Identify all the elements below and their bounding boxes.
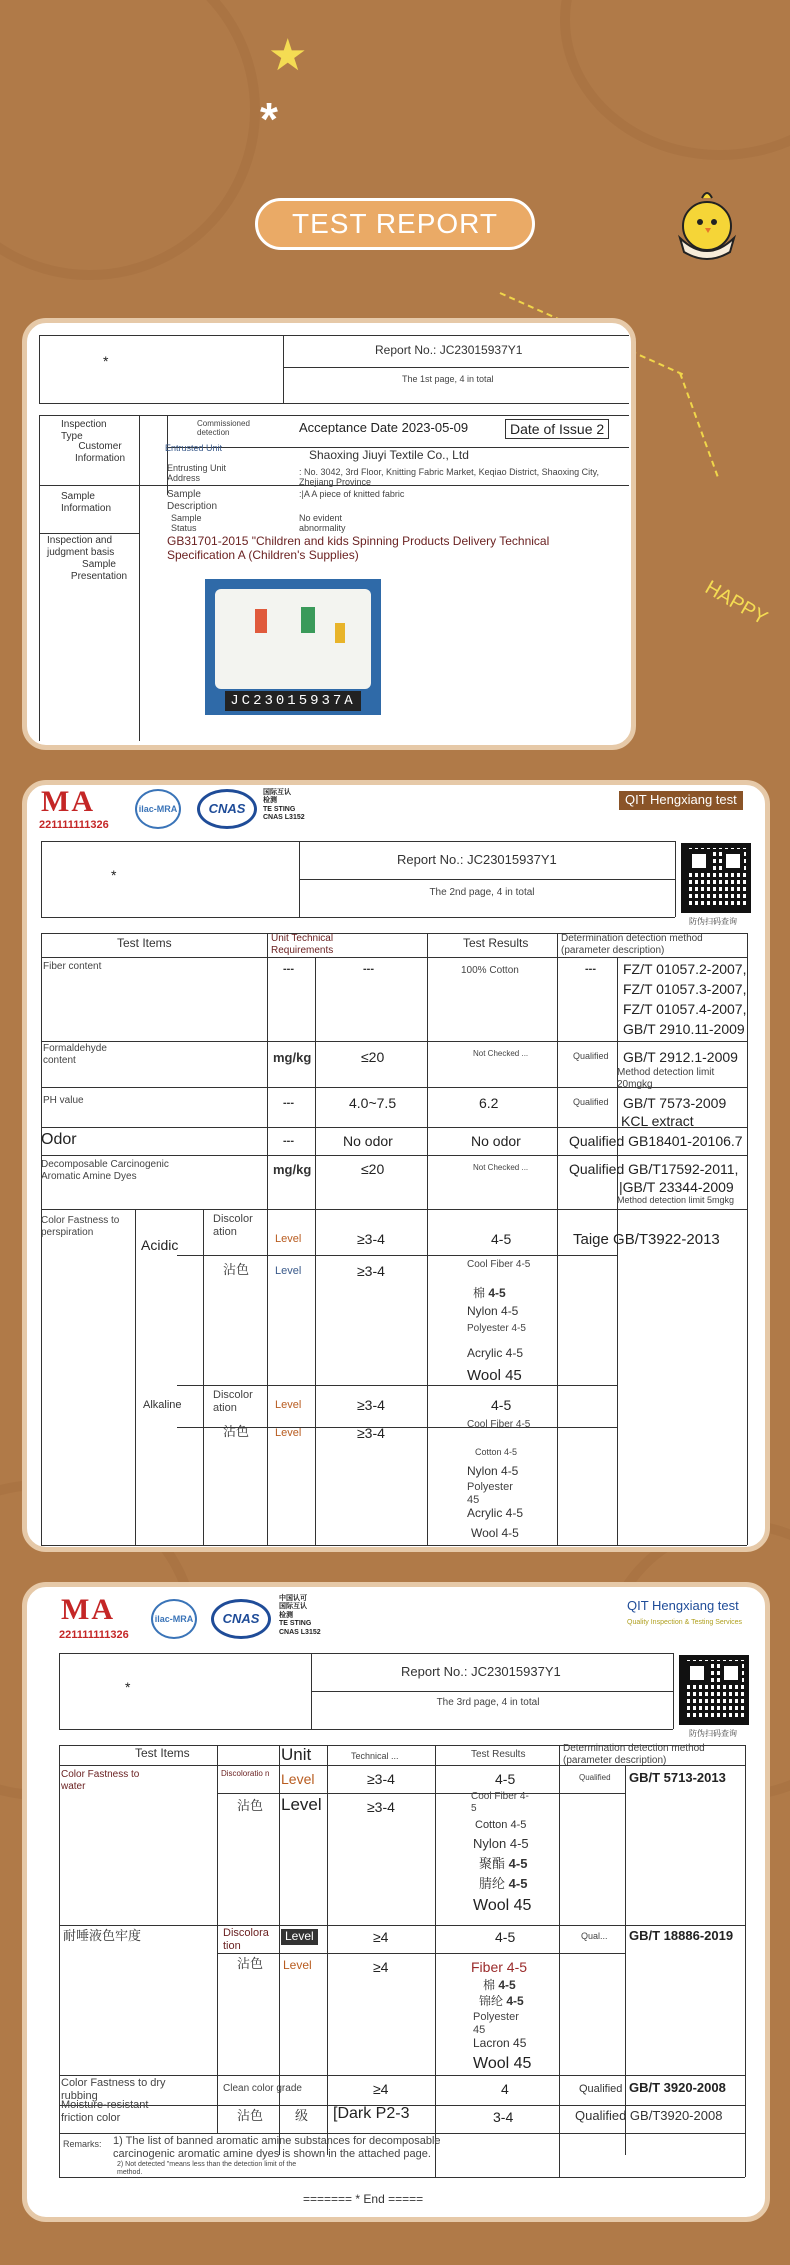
sample-status-value: No evident abnormality [299, 513, 346, 534]
row-amine: Decomposable Carcinogenic Aromatic Amine Dyes [41, 1159, 169, 1182]
ph-judge: Qualified [573, 1097, 609, 1107]
label-customer-info: Customer Information [74, 441, 126, 464]
saliva-stain: 沾色 [237, 1956, 264, 1971]
saliva-judge: Qual... [581, 1931, 608, 1941]
saliva-result: 4-5 [495, 1929, 516, 1945]
water-cotton: Cotton 4-5 [475, 1819, 527, 1831]
cnas-logo: CNAS [211, 1599, 271, 1639]
label-commissioned: Commissioned detection [197, 419, 250, 438]
sample-photo [205, 579, 381, 715]
moist-result: 3-4 [493, 2109, 514, 2125]
odor-unit: --- [283, 1135, 294, 1147]
amine-result: Not Checked ... [473, 1163, 529, 1172]
water-level: Level [281, 1771, 315, 1787]
row-formaldehyde: Formaldehyde content [43, 1043, 107, 1066]
moist-method: Qualified GB/T3920-2008 [575, 2108, 723, 2123]
ph-req: 4.0~7.5 [349, 1095, 397, 1111]
ma-logo: MA [61, 1593, 115, 1626]
saliva-nylon [479, 1995, 524, 2007]
fiber-unit: --- [283, 963, 294, 975]
saliva-req: ≥4 [373, 1929, 389, 1945]
header-test-items: Test Items [135, 1746, 190, 1760]
label-entrusting-address: Entrusting Unit Address [167, 463, 227, 484]
report-number: Report No.: JC23015937Y1 [397, 852, 557, 867]
mark: * [125, 1679, 131, 1695]
water-discoloration: Discoloratio n [221, 1769, 270, 1778]
form-method-2: Method detection limit 20mgkg [617, 1067, 715, 1090]
inspection-standard: GB31701-2015 "Children and kids Spinning Products Delivery Technical Specification A (Children's Supplies) [167, 534, 550, 562]
acidic-wool: Wool 45 [467, 1367, 522, 1384]
fiber-judge: --- [585, 963, 596, 975]
acidic-stain-req: ≥3-4 [357, 1263, 385, 1279]
acidic-result: 4-5 [491, 1231, 512, 1247]
page-info: The 1st page, 4 in total [402, 374, 494, 384]
saliva-wool: Wool 45 [473, 2055, 532, 2072]
fiber-method-3: FZ/T 01057.4-2007, [623, 1001, 747, 1017]
amine-method-3: Method detection limit 5mgkg [617, 1195, 735, 1205]
saliva-level: Level [281, 1929, 318, 1945]
company-tagline: Quality Inspection & Testing Services [627, 1619, 743, 1626]
row-saliva: 耐唾液色牢度 [63, 1928, 142, 1943]
qr-code[interactable] [679, 1655, 749, 1725]
row-moist: Moisture-resistant friction color [61, 2099, 149, 2124]
amine-method-1: Qualified GB/T17592-2011, [569, 1161, 739, 1177]
label-basis: Inspection and judgment basis [47, 535, 115, 558]
mark: * [103, 353, 109, 369]
acidic-req: ≥3-4 [357, 1231, 385, 1247]
fiber-req: --- [363, 963, 374, 975]
alkaline-cool-fiber: Cool Fiber 4-5 [467, 1419, 531, 1430]
saliva-polyester: Polyester 45 [473, 2011, 519, 2035]
saliva-fiber: Fiber 4-5 [471, 1959, 528, 1975]
entrusted-company: Shaoxing Jiuyi Textile Co., Ltd [309, 448, 469, 462]
ph-result: 6.2 [479, 1095, 499, 1111]
label-inspection-type: Inspection Type [61, 419, 107, 442]
row-water: Color Fastness to water [61, 1769, 140, 1792]
odor-method: Qualified GB18401-20106.7 [569, 1133, 743, 1149]
form-result: Not Checked ... [473, 1049, 529, 1058]
remark-2: 2) Not detected "means less than the detection limit of the method. [117, 2161, 297, 2177]
fiber-method-2: FZ/T 01057.3-2007, [623, 981, 747, 997]
polyester-cn: 聚酯 [479, 1856, 506, 1871]
qr-caption: 防伪扫码查询 [689, 1729, 737, 1738]
water-stain-level: Level [281, 1795, 322, 1814]
header-results: Test Results [471, 1749, 526, 1760]
moist-dark: [Dark P2-3 [333, 2105, 410, 2122]
page-info: The 2nd page, 4 in total [429, 887, 535, 898]
saliva-stain-req: ≥4 [373, 1959, 389, 1975]
ilac-logo: ilac-MRA [151, 1599, 197, 1639]
row-odor: Odor [41, 1131, 77, 1148]
company-name: QIT Hengxiang test [627, 1598, 739, 1613]
polyester-result: 4-5 [508, 1856, 528, 1871]
happy-text: HAPPY [701, 576, 772, 630]
rub-method: GB/T 3920-2008 [629, 2080, 726, 2095]
water-nylon: Nylon 4-5 [473, 1836, 529, 1851]
header-unit-tech: Unit Technical Requirements [271, 933, 334, 956]
mark: * [111, 867, 117, 883]
form-method-1: GB/T 2912.1-2009 [623, 1049, 738, 1065]
label-presentation: Sample Presentation [70, 559, 128, 582]
acidic-polyester: Polyester 4-5 [467, 1323, 526, 1334]
alkaline-discolor: Discolor ation [213, 1389, 253, 1414]
report-page-2 [22, 780, 770, 1552]
header-technical: Technical ... [351, 1751, 399, 1761]
cnas-text: 国际互认 检测 TE STING CNAS L3152 [263, 789, 305, 822]
alkaline-polyester: Polyester 45 [467, 1481, 513, 1506]
label-sample-info: Sample Information [61, 491, 112, 514]
date-of-issue: Date of Issue 2 [505, 419, 609, 439]
page-info: The 3rd page, 4 in total [436, 1697, 540, 1708]
fiber-method-1: FZ/T 01057.2-2007, [623, 961, 747, 977]
acidic-level: Level [275, 1233, 302, 1245]
background-swirl [560, 0, 790, 160]
header-test-items: Test Items [117, 936, 172, 950]
saliva-cotton [483, 1979, 516, 1993]
sample-tag: JC23015937A [225, 691, 361, 711]
ma-logo: MA [41, 785, 95, 818]
rub-clean: Clean color grade [223, 2083, 302, 2094]
cotton-cn: 棉 [473, 1286, 486, 1300]
report-page-1 [22, 318, 636, 750]
water-cool-fiber: Cool Fiber 4-5 [471, 1791, 529, 1814]
nylon-cn: 锦纶 [479, 1995, 504, 2007]
report-number: Report No.: JC23015937Y1 [401, 1664, 561, 1679]
moist-grade: 级 [295, 2108, 309, 2123]
acidic-stain-level: Level [275, 1265, 302, 1277]
star-icon: ★ [268, 31, 308, 80]
alkaline-req: ≥3-4 [357, 1397, 385, 1413]
rub-result: 4 [501, 2081, 509, 2097]
alkaline-stain-level: Level [275, 1427, 302, 1439]
ph-method-1: GB/T 7573-2009 [623, 1095, 727, 1111]
cnas-text: 中国认可 国际互认 检测 TE STING CNAS L3152 [279, 1595, 321, 1636]
acidic-stain: 沾色 [223, 1262, 250, 1277]
saliva-discoloration: Discolora tion [223, 1927, 269, 1952]
ph-unit: --- [283, 1097, 294, 1109]
amine-req: ≤20 [361, 1161, 385, 1177]
header-results: Test Results [463, 936, 529, 950]
qr-code[interactable] [681, 843, 751, 913]
background-swirl [0, 0, 260, 280]
alkaline-level: Level [275, 1399, 302, 1411]
alkaline-result: 4-5 [491, 1397, 512, 1413]
form-req: ≤20 [361, 1049, 385, 1065]
acidic-cool-fiber: Cool Fiber 4-5 [467, 1259, 531, 1270]
row-rub: Color Fastness to dry rubbing [61, 2077, 166, 2102]
odor-result: No odor [471, 1133, 521, 1149]
qr-caption: 防伪扫码查询 [689, 917, 737, 926]
header-unit: Unit [281, 1745, 312, 1764]
water-judge: Qualified [579, 1773, 611, 1782]
chick-icon [672, 186, 742, 262]
odor-req: No odor [343, 1133, 393, 1149]
report-page-3 [22, 1582, 770, 2222]
label-sample-status: Sample Status [171, 513, 202, 534]
form-judge: Qualified [573, 1051, 609, 1061]
cotton-result: 4-5 [498, 1978, 516, 1992]
header-method: Determination detection method (parameter description) [563, 1743, 705, 1766]
saliva-method: GB/T 18886-2019 [629, 1928, 734, 1943]
remark-1: 1) The list of banned aromatic amine substances for decomposable carcinogenic aromatic amine dyes is shown in the attached page. [113, 2135, 441, 2160]
acidic-discolor: Discolor ation [213, 1213, 253, 1238]
nylon-result: 4-5 [506, 1995, 524, 2007]
water-stain-req: ≥3-4 [367, 1799, 395, 1815]
fiber-result: 100% Cotton [461, 965, 519, 976]
row-fiber: Fiber content [43, 961, 102, 972]
rub-req: ≥4 [373, 2081, 389, 2097]
acrylic-result: 4-5 [508, 1876, 528, 1891]
alkaline-nylon: Nylon 4-5 [467, 1464, 519, 1478]
row-cf-perspiration: Color Fastness to perspiration [41, 1215, 120, 1238]
water-method: GB/T 5713-2013 [629, 1770, 726, 1785]
water-acrylic [479, 1877, 527, 1892]
ph-method-2: KCL extract [621, 1113, 694, 1129]
rub-judge: Qualified [579, 2083, 623, 2095]
cf-method: Taige GB/T3922-2013 [573, 1231, 720, 1248]
ma-number: 221111111326 [59, 1629, 129, 1641]
label-sample-desc: Sample Description [167, 489, 218, 512]
alkaline-stain: 沾色 [223, 1424, 250, 1439]
label-entrusted-unit: Entrusted Unit [165, 443, 223, 453]
entrusting-address-value: : No. 3042, 3rd Floor, Knitting Fabric Market, Keqiao District, Shaoxing City, Zhejiang Province [299, 467, 599, 488]
acceptance-date: Acceptance Date 2023-05-09 [299, 420, 469, 435]
acidic-nylon: Nylon 4-5 [467, 1304, 519, 1318]
row-ph: PH value [43, 1095, 84, 1106]
water-req: ≥3-4 [367, 1771, 395, 1787]
acidic-cotton [473, 1287, 506, 1301]
alkaline-cotton: Cotton 4-5 [475, 1447, 518, 1457]
amine-unit: mg/kg [273, 1162, 312, 1177]
asterisk-icon: * [260, 93, 278, 145]
acidic-acrylic: Acrylic 4-5 [467, 1346, 524, 1360]
remarks-label: Remarks: [63, 2139, 102, 2149]
acrylic-cn: 腈纶 [479, 1876, 506, 1891]
cotton-result: 4-5 [488, 1286, 506, 1300]
alkaline-label: Alkaline [143, 1399, 182, 1411]
sample-desc-value: :|A A piece of knitted fabric [299, 489, 405, 499]
saliva-lacron: Lacron 45 [473, 2036, 527, 2050]
cnas-logo: CNAS [197, 789, 257, 829]
alkaline-wool: Wool 4-5 [471, 1526, 519, 1540]
moist-stain: 沾色 [237, 2108, 264, 2123]
saliva-stain-level: Level [283, 1958, 312, 1972]
report-number: Report No.: JC23015937Y1 [375, 343, 523, 357]
water-polyester [479, 1857, 527, 1872]
header-method: Determination detection method (parameter description) [561, 933, 703, 956]
alkaline-stain-req: ≥3-4 [357, 1425, 385, 1441]
cotton-cn: 棉 [483, 1978, 496, 1992]
water-result: 4-5 [495, 1771, 516, 1787]
dashed-path [679, 373, 719, 477]
form-unit: mg/kg [273, 1050, 312, 1065]
alkaline-acrylic: Acrylic 4-5 [467, 1506, 524, 1520]
page-title: TEST REPORT [255, 198, 535, 250]
ma-number: 221111111326 [39, 819, 109, 831]
end-marker: ======= * End ===== [303, 2192, 424, 2206]
amine-method-2: |GB/T 23344-2009 [619, 1179, 734, 1195]
acidic-label: Acidic [141, 1237, 179, 1253]
water-stain: 沾色 [237, 1798, 264, 1813]
fiber-method-4: GB/T 2910.11-2009 [623, 1021, 745, 1037]
ilac-logo: ilac-MRA [135, 789, 181, 829]
water-wool: Wool 45 [473, 1897, 532, 1914]
company-name: QIT Hengxiang test [619, 791, 743, 810]
